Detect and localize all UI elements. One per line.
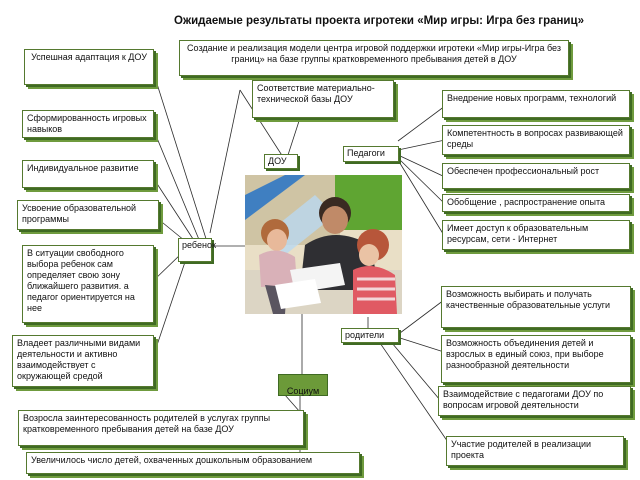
teacher-result-programs: Внедрение новых программ, технологий	[442, 90, 630, 118]
connector-teacher-competence	[398, 140, 445, 150]
parent-result-interaction: Взаимодействие с педагогами ДОУ по вопросам игровой деятельности	[438, 386, 631, 416]
child-result-skills: Сформированность игровых навыков	[22, 110, 154, 138]
child-result-program: Усвоение образовательной программы	[17, 200, 159, 230]
hub-dou: ДОУ	[264, 154, 298, 169]
teacher-result-competence: Компетентность в вопросах развивающей среды	[442, 125, 630, 155]
teacher-children-photo	[245, 175, 402, 314]
connector-parents-choice	[400, 300, 444, 333]
connector-teacher-growth	[398, 155, 445, 177]
connector-teacher-experience	[398, 158, 445, 204]
society-result-coverage: Увеличилось число детей, охваченных дошкольным образованием	[26, 452, 360, 474]
child-result-choice: В ситуации свободного выбора ребенок сам определяет свою зону ближайшего развития. а педагог ориентируется на нее	[22, 245, 154, 323]
child-result-activity: Владеет различными видами деятельности и активно взаимодействует с окружающей средой	[12, 335, 154, 387]
creation-box: Создание и реализация модели центра игровой поддержки игротеки «Мир игры-Игра без границ» на базе группы кратковременного пребывания детей в ДОУ	[179, 40, 569, 76]
connector-teacher-programs	[398, 106, 445, 141]
parent-result-participation: Участие родителей в реализации проекта	[446, 436, 624, 466]
connector-child-creation	[210, 90, 240, 233]
hub-society: Социум	[278, 374, 328, 396]
diagram-title: Ожидаемые результаты проекта игротеки «Мир игры: Игра без границ»	[174, 15, 584, 27]
connector-dou-material	[288, 118, 300, 155]
teacher-result-growth: Обеспечен профессиональный рост	[442, 163, 630, 189]
connector-parents-union	[400, 338, 444, 352]
hub-teacher: Педагоги	[343, 146, 399, 162]
teacher-result-experience: Обобщение , распространение опыта	[442, 194, 630, 212]
hub-child: ребенок	[178, 238, 212, 262]
connector-teacher-resources	[398, 160, 445, 237]
child-result-adaptation: Успешная адаптация к ДОУ	[24, 49, 154, 85]
parent-result-choice: Возможность выбирать и получать качественные образовательные услуги	[441, 286, 631, 328]
teacher-result-resources: Имеет доступ к образовательным ресурсам, сети - Интернет	[442, 220, 630, 250]
material-base-box: Соответствие материально-технической базы ДОУ	[252, 80, 394, 118]
society-result-interest: Возросла заинтересованность родителей в услугах группы кратковременного пребывания детей на базе ДОУ	[18, 410, 304, 446]
parent-result-union: Возможность объединения детей и взрослых в единый союз, при выборе разнообразной деятельности	[441, 335, 631, 383]
hub-parents: родители	[341, 328, 399, 343]
child-result-development: Индивидуальное развитие	[22, 160, 154, 188]
